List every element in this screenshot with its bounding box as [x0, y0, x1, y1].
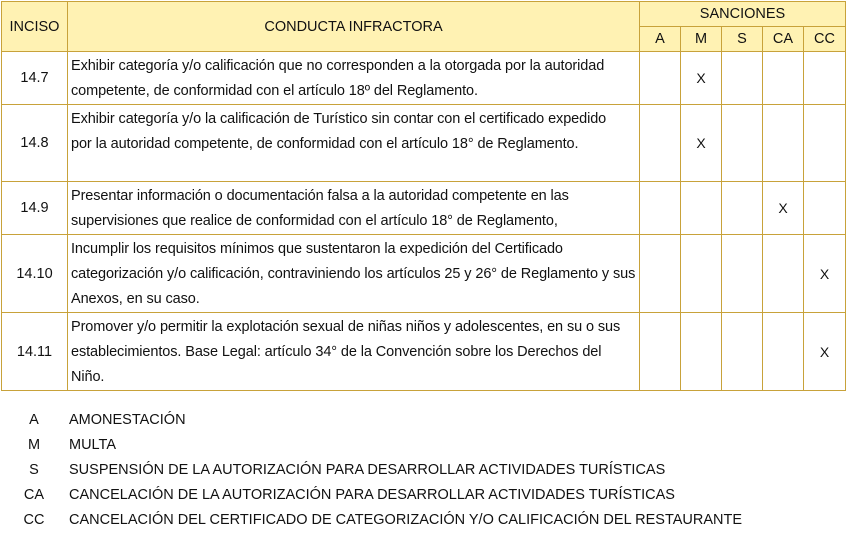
inciso-cell: 14.8 — [2, 105, 68, 182]
sanction-mark-cell — [640, 105, 681, 182]
header-sanciones: SANCIONES — [640, 2, 846, 27]
sanction-mark-cell — [722, 182, 763, 235]
sanction-mark-cell — [722, 105, 763, 182]
inciso-cell: 14.10 — [2, 235, 68, 313]
sanction-mark-cell — [722, 52, 763, 105]
sanction-mark-cell — [763, 313, 804, 391]
legend-desc: SUSPENSIÓN DE LA AUTORIZACIÓN PARA DESARROLLAR ACTIVIDADES TURÍSTICAS — [69, 462, 666, 478]
sanction-mark-cell: X — [763, 182, 804, 235]
conducta-cell — [68, 105, 640, 182]
sanction-mark-cell — [681, 182, 722, 235]
conducta-line: Incumplir los requisitos mínimos que sustentaron la expedición del Certificado — [71, 241, 563, 257]
header-col-s: S — [722, 27, 763, 52]
sanction-mark-cell — [681, 235, 722, 313]
legend-abbr: CA — [23, 487, 45, 503]
sanction-mark-cell — [763, 235, 804, 313]
sanction-mark-cell: X — [804, 235, 846, 313]
table-row — [2, 235, 846, 313]
conducta-line: Exhibir categoría y/o calificación que no corresponden a la otorgada por la autoridad — [71, 58, 605, 74]
header-col-cc: CC — [804, 27, 846, 52]
legend-abbr: S — [29, 462, 39, 478]
sanction-mark-cell — [640, 235, 681, 313]
conducta-line: por la autoridad competente, de conformidad con el artículo 18° de Reglamento. — [71, 136, 579, 152]
conducta-line: establecimientos. Base Legal: artículo 34° de la Convención sobre los Derechos del — [71, 344, 602, 360]
conducta-line: supervisiones que realice de conformidad con el artículo 18° de Reglamento, — [71, 213, 558, 229]
header-inciso: INCISO — [2, 2, 68, 52]
conducta-line: Promover y/o permitir la explotación sexual de niñas niños y adolescentes, en su o sus — [71, 319, 621, 335]
table-row — [2, 105, 846, 182]
conducta-cell — [68, 313, 640, 391]
header-col-m: M — [681, 27, 722, 52]
sanction-mark-cell: X — [804, 313, 846, 391]
sanction-mark-cell — [722, 313, 763, 391]
sanction-mark-cell — [804, 52, 846, 105]
conducta-line: Niño. — [71, 369, 105, 385]
sanction-mark-cell — [763, 105, 804, 182]
conducta-line: Presentar información o documentación falsa a la autoridad competente en las — [71, 188, 569, 204]
legend-abbr: M — [27, 437, 41, 453]
legend-abbr: A — [29, 412, 39, 428]
sanction-mark-cell: X — [681, 105, 722, 182]
sanction-mark-cell — [804, 182, 846, 235]
conducta-line: categorización y/o calificación, contraviniendo los artículos 25 y 26° de Reglamento y sus — [71, 266, 636, 282]
sanction-mark-cell — [640, 52, 681, 105]
conducta-line: competente, de conformidad con el artículo 18º del Reglamento. — [71, 83, 478, 99]
legend-desc: MULTA — [69, 437, 116, 453]
sanction-mark-cell — [804, 105, 846, 182]
sanction-mark-cell — [640, 182, 681, 235]
table-row — [2, 52, 846, 105]
header-col-ca: CA — [763, 27, 804, 52]
sanction-mark-cell — [722, 235, 763, 313]
conducta-line: Exhibir categoría y/o la calificación de Turístico sin contar con el certificado expedido — [71, 111, 607, 127]
conducta-cell — [68, 182, 640, 235]
sanctions-table — [1, 1, 846, 391]
header-col-a: A — [640, 27, 681, 52]
legend-desc: AMONESTACIÓN — [69, 412, 186, 428]
legend-desc: CANCELACIÓN DE LA AUTORIZACIÓN PARA DESARROLLAR ACTIVIDADES TURÍSTICAS — [69, 487, 675, 503]
conducta-line: Anexos, en su caso. — [71, 291, 200, 307]
header-conducta: CONDUCTA INFRACTORA — [68, 2, 640, 52]
sanction-mark-cell — [763, 52, 804, 105]
table-row — [2, 313, 846, 391]
sanction-mark-cell — [640, 313, 681, 391]
inciso-cell: 14.9 — [2, 182, 68, 235]
table-row — [2, 182, 846, 235]
inciso-cell: 14.7 — [2, 52, 68, 105]
legend-desc: CANCELACIÓN DEL CERTIFICADO DE CATEGORIZACIÓN Y/O CALIFICACIÓN DEL RESTAURANTE — [69, 512, 743, 528]
conducta-cell — [68, 52, 640, 105]
sanction-mark-cell — [681, 313, 722, 391]
inciso-cell: 14.11 — [2, 313, 68, 391]
conducta-cell — [68, 235, 640, 313]
sanction-mark-cell: X — [681, 52, 722, 105]
legend-abbr: CC — [23, 512, 45, 528]
